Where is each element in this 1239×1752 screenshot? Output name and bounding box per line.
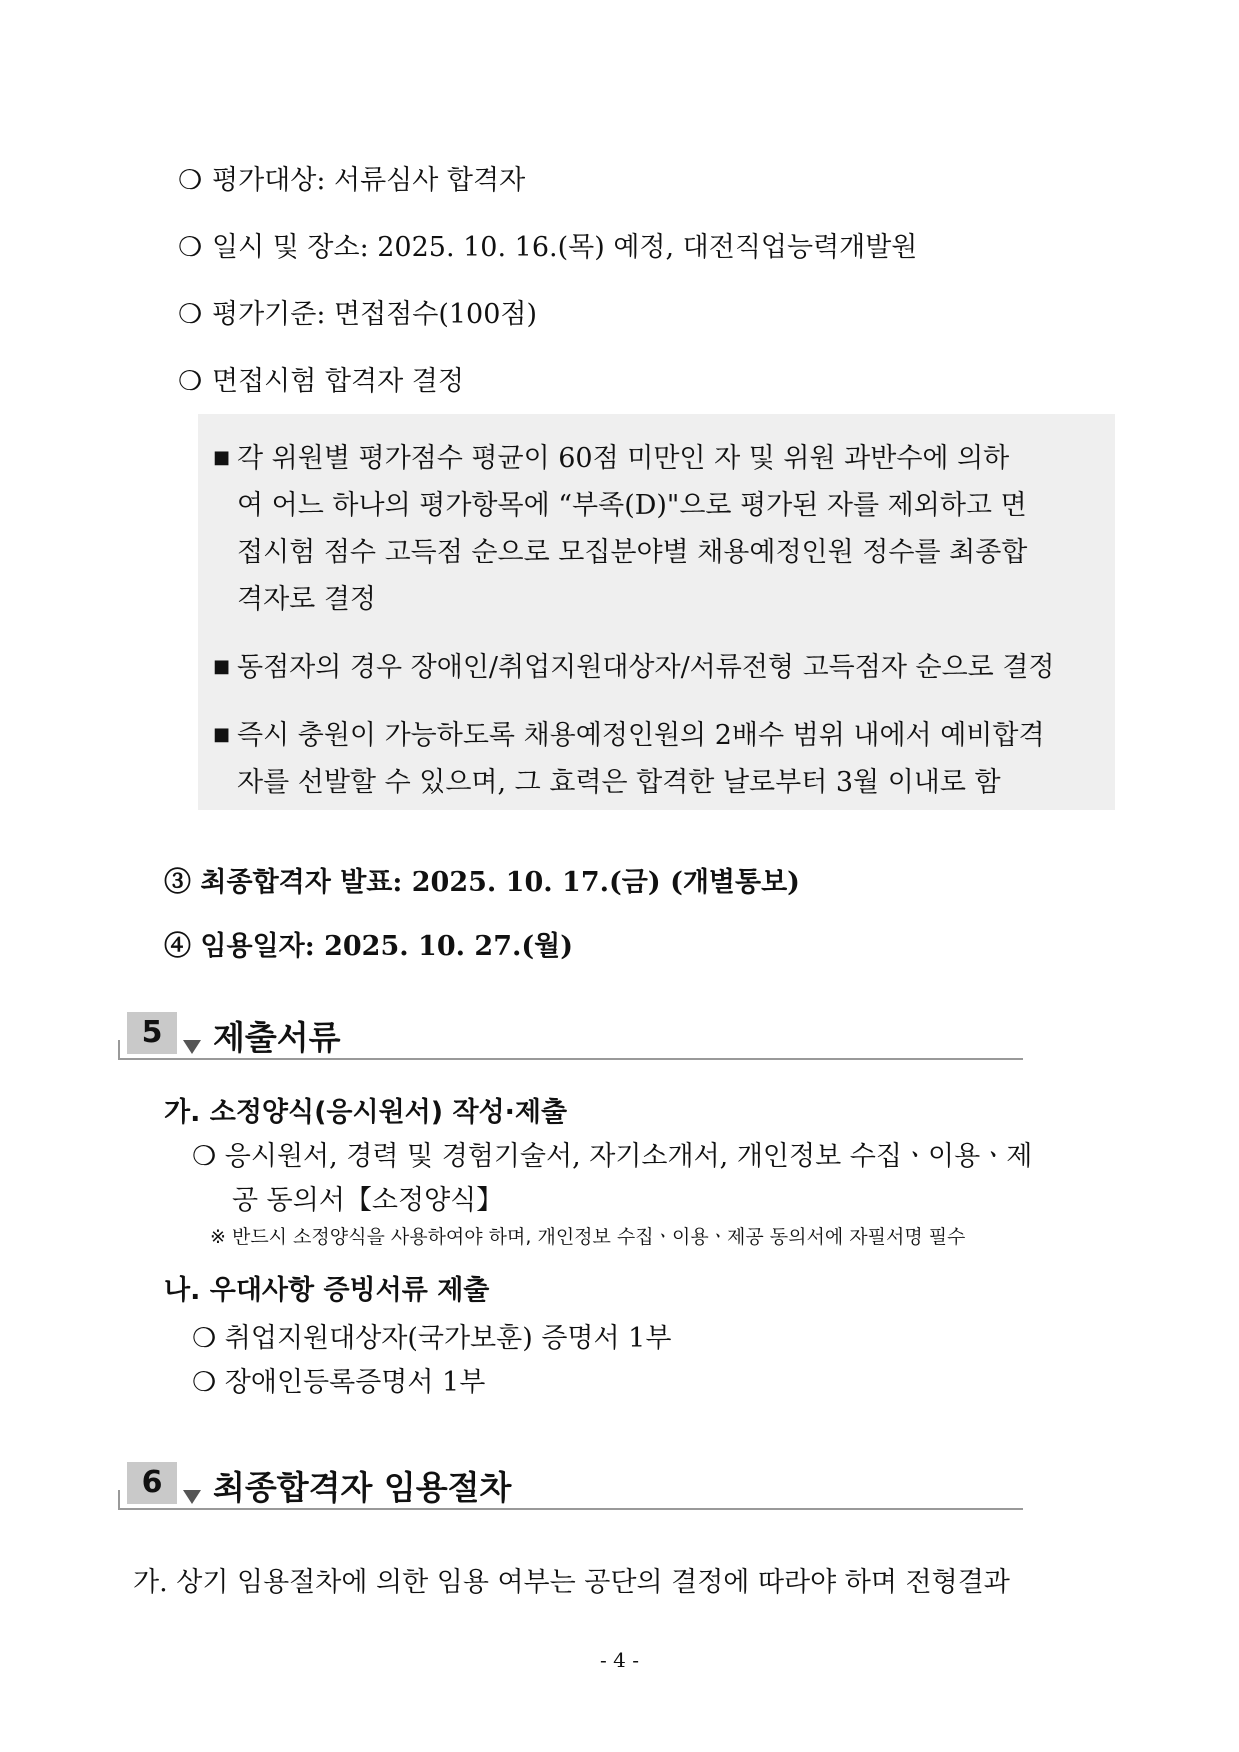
square-bullet-icon: ■ — [213, 724, 231, 745]
decision-line-6: 즉시 충원이 가능하도록 채용예정인원의 2배수 범위 내에서 예비합격 — [237, 720, 1045, 751]
forms-line-2: 공 동의서【소정양식】 — [232, 1185, 504, 1216]
circle-bullet-icon: ❍ — [178, 232, 203, 263]
page-number: - 4 - — [600, 1648, 639, 1672]
decision-line-2: 여 어느 하나의 평가항목에 “부족(D)"으로 평가된 자를 제외하고 면 — [237, 490, 1027, 521]
eval-item-schedule — [178, 225, 917, 264]
eval-item-text: 평가기준: 면접점수(100점) — [212, 299, 538, 330]
sub-heading-forms: 가. 소정양식(응시원서) 작성·제출 — [164, 1097, 568, 1128]
section-5-title: 제출서류 — [213, 1018, 341, 1057]
eval-item-text: 일시 및 장소: 2025. 10. 16.(목) 예정, 대전직업능력개발원 — [212, 232, 918, 263]
decision-line-5: 동점자의 경우 장애인/취업지원대상자/서류전형 고득점자 순으로 결정 — [237, 652, 1055, 683]
final-announcement: ③ 최종합격자 발표: 2025. 10. 17.(금) (개별통보) — [164, 867, 800, 898]
section-6-title: 최종합격자 임용절차 — [213, 1468, 512, 1507]
decision-line-4: 격자로 결정 — [237, 584, 376, 615]
forms-note: ※ 반드시 소정양식을 사용하여야 하며, 개인정보 수집ㆍ이용ㆍ제공 동의서에 자필서명 필수 — [210, 1226, 966, 1248]
square-bullet-icon: ■ — [213, 447, 231, 468]
circle-bullet-icon: ❍ — [178, 165, 203, 196]
decision-line-7: 자를 선발할 수 있으며, 그 효력은 합격한 날로부터 3월 이내로 함 — [237, 767, 1001, 798]
forms-line-1: ❍ 응시원서, 경력 및 경험기술서, 자기소개서, 개인정보 수집ㆍ이용ㆍ제 — [192, 1141, 1033, 1172]
appointment-procedure-line: 가. 상기 임용절차에 의한 임용 여부는 공단의 결정에 따라야 하며 전형결과 — [133, 1567, 1010, 1598]
eval-item-text: 면접시험 합격자 결정 — [212, 366, 464, 397]
decision-line-3: 접시험 점수 고득점 순으로 모집분야별 채용예정인원 정수를 최종합 — [237, 537, 1028, 568]
circle-bullet-icon: ❍ — [178, 366, 203, 397]
eval-item-decision — [178, 359, 464, 398]
section-header-frame — [118, 1490, 120, 1508]
section-arrow-icon — [183, 1040, 201, 1054]
preference-item-2: ❍ 장애인등록증명서 1부 — [192, 1367, 486, 1398]
eval-item-criteria — [178, 292, 537, 331]
eval-item-text: 평가대상: 서류심사 합격자 — [212, 165, 526, 196]
section-5-number: 5 — [127, 1012, 177, 1054]
sub-heading-preference: 나. 우대사항 증빙서류 제출 — [164, 1275, 490, 1306]
square-bullet-icon: ■ — [213, 656, 231, 677]
eval-item-target — [178, 158, 525, 197]
section-header-frame — [118, 1040, 120, 1058]
appointment-date: ④ 임용일자: 2025. 10. 27.(월) — [164, 931, 574, 962]
section-arrow-icon — [183, 1490, 201, 1504]
circle-bullet-icon: ❍ — [178, 299, 203, 330]
preference-item-1: ❍ 취업지원대상자(국가보훈) 증명서 1부 — [192, 1323, 672, 1354]
section-6-number: 6 — [127, 1462, 177, 1504]
decision-line-1: 각 위원별 평가점수 평균이 60점 미만인 자 및 위원 과반수에 의하 — [237, 443, 1010, 474]
